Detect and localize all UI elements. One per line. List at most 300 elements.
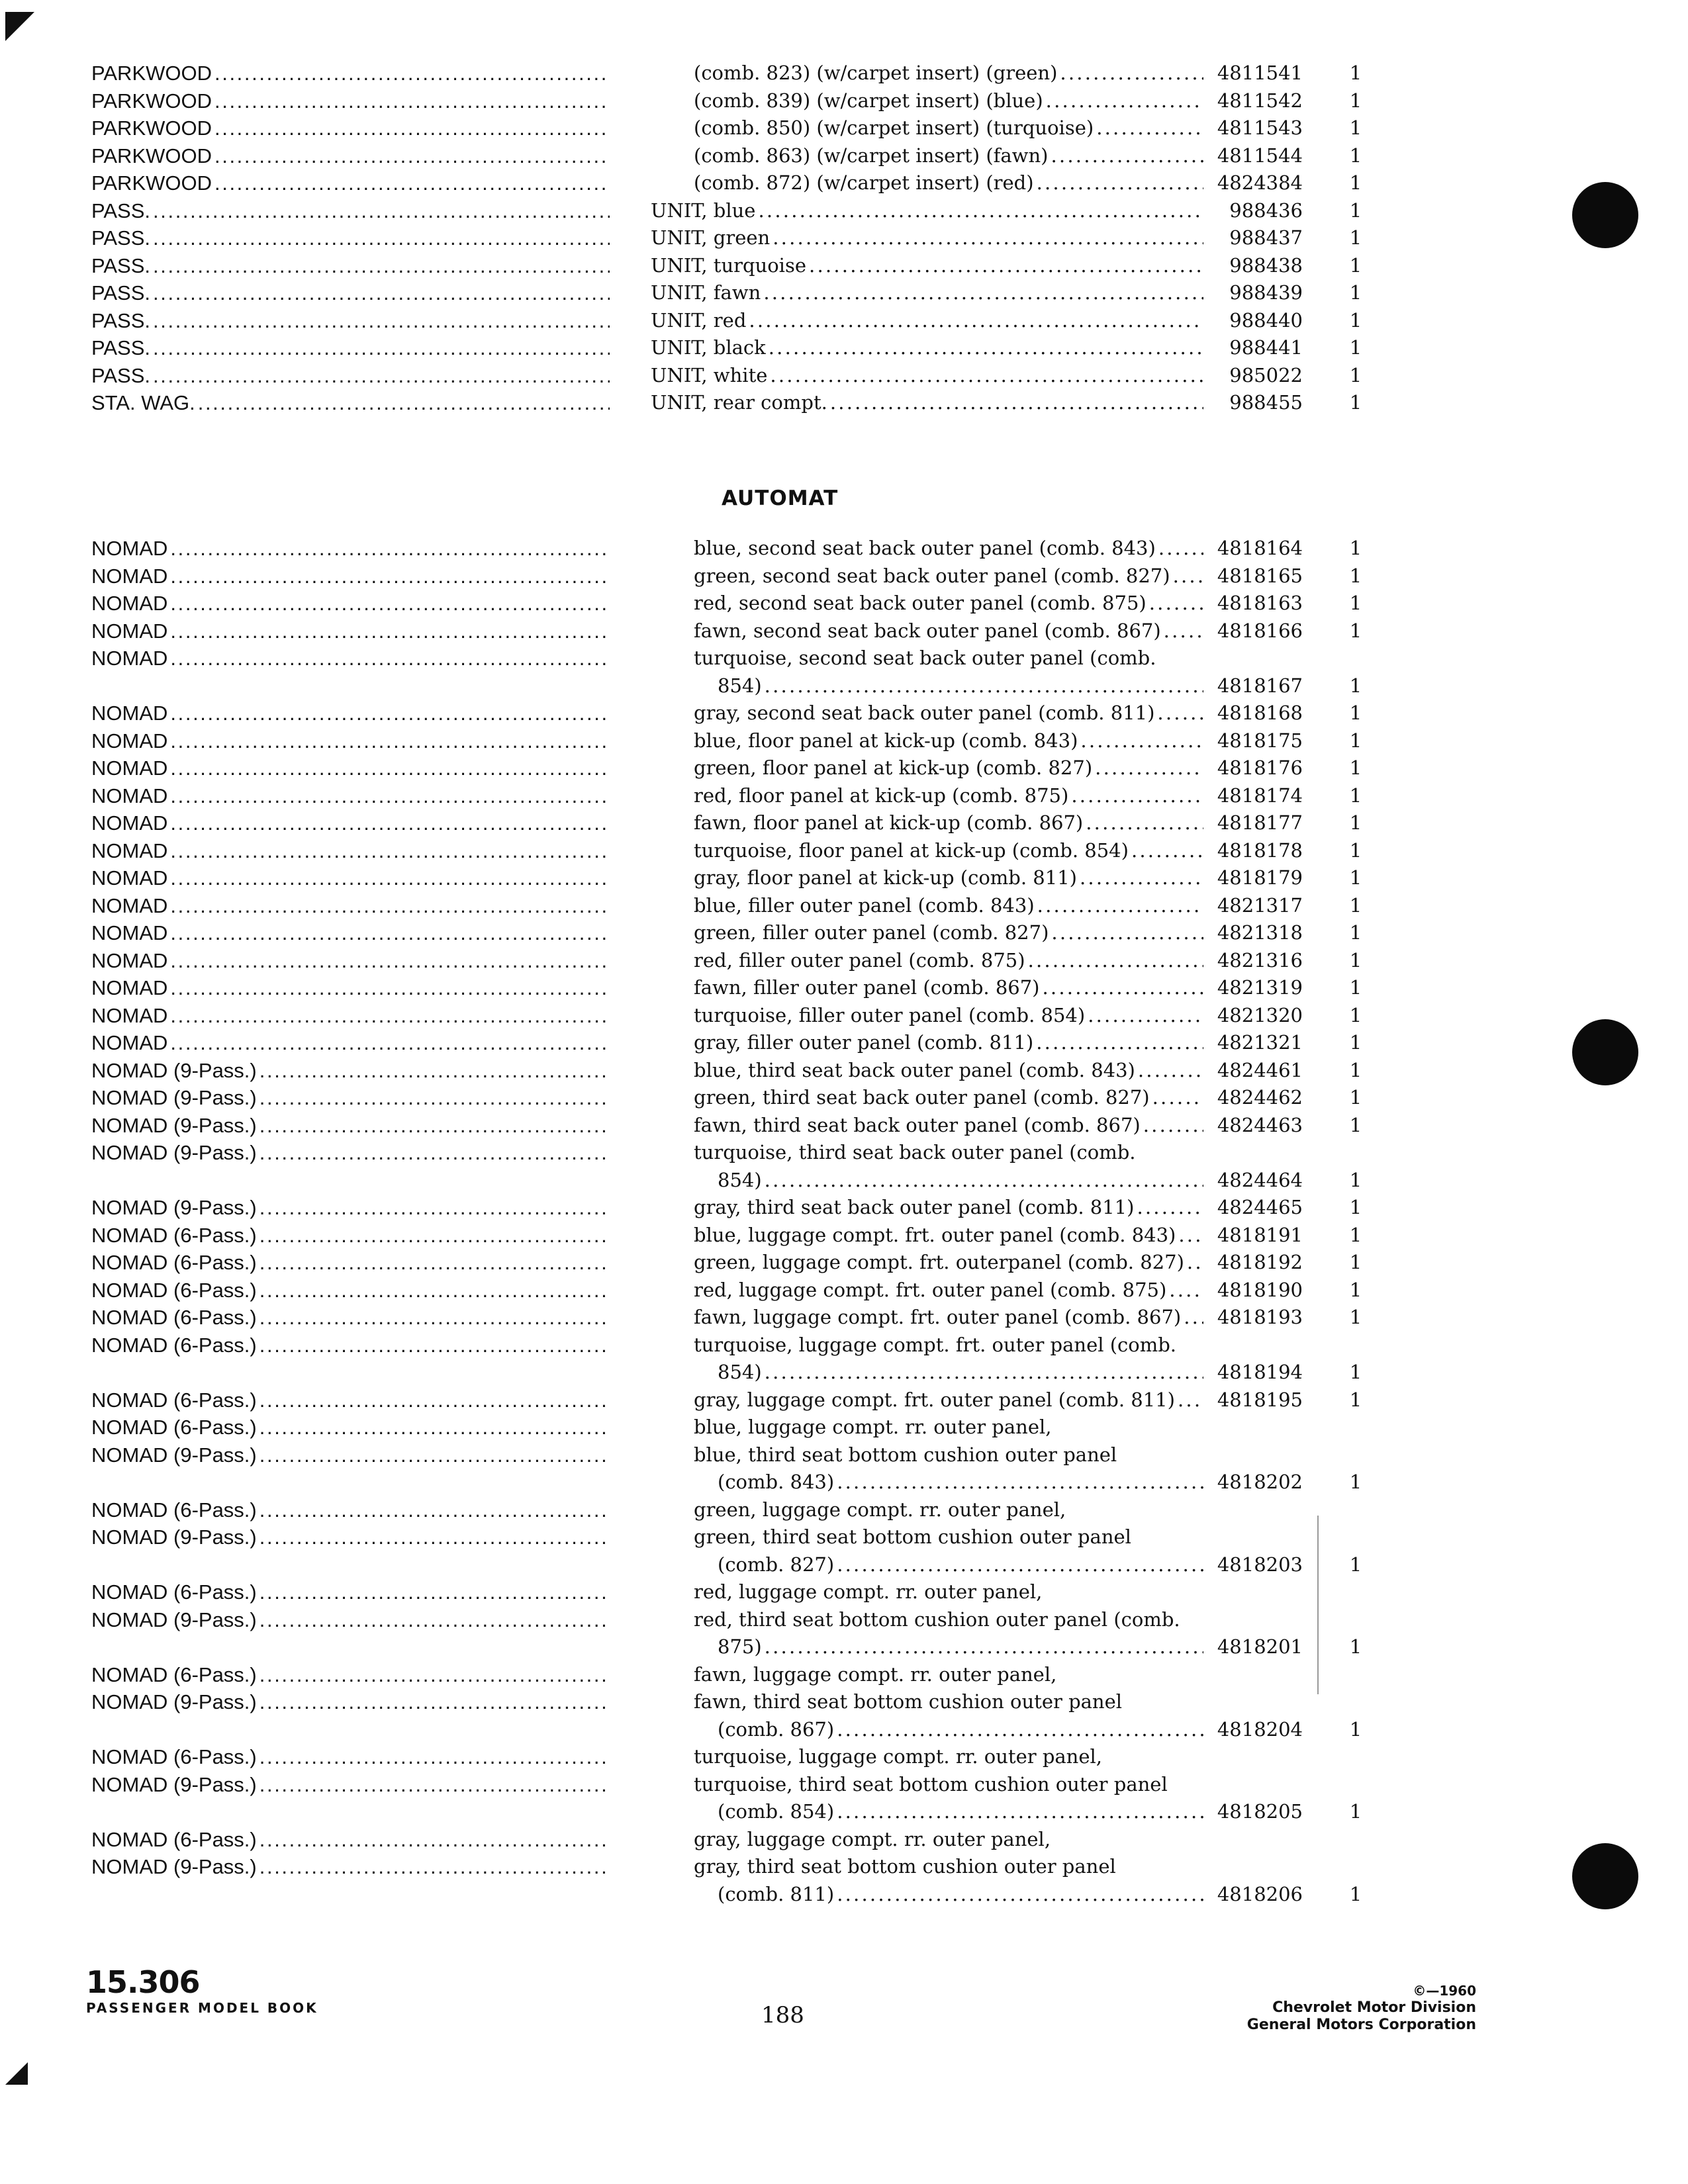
leader-dots [1071, 782, 1203, 810]
model-label: NOMAD (9-Pass.) [91, 1196, 257, 1219]
model-cell [91, 947, 610, 975]
description-text: (comb. 843) [718, 1471, 835, 1493]
model-label: PASS. [91, 199, 151, 222]
description-cell [694, 1853, 1203, 1908]
part-number: 4818175 [1217, 729, 1303, 752]
leader-dots [1157, 700, 1203, 727]
part-number: 4821320 [1217, 1003, 1303, 1026]
model-label: NOMAD [91, 866, 168, 889]
table-row [91, 114, 1455, 142]
model-label: PARKWOOD [91, 62, 212, 85]
leader-dots [1149, 590, 1203, 617]
model-label: NOMAD [91, 756, 168, 780]
quantity: 1 [1349, 1113, 1362, 1136]
model-label: NOMAD [91, 921, 168, 944]
parts-table-top [91, 60, 1455, 417]
description-text: (comb. 854) [718, 1800, 835, 1823]
leader-dots [259, 1441, 610, 1469]
model-label: NOMAD (9-Pass.) [91, 1608, 257, 1631]
part-number: 4818178 [1217, 839, 1303, 862]
leader-dots [170, 809, 610, 837]
model-cell [91, 974, 610, 1002]
leader-dots [1169, 1277, 1203, 1304]
leader-dots [830, 389, 1203, 417]
description-cell [694, 1743, 1203, 1771]
description-text: gray, floor panel at kick-up (comb. 811) [694, 866, 1077, 889]
part-number: 4818201 [1217, 1635, 1303, 1658]
quantity: 1 [1349, 1388, 1362, 1411]
table-row [91, 645, 1455, 700]
part-number: 4811544 [1217, 144, 1303, 167]
table-row [91, 892, 1455, 920]
leader-dots [1187, 1249, 1203, 1277]
description-cell [694, 1277, 1203, 1304]
model-label: NOMAD (9-Pass.) [91, 1086, 257, 1109]
model-label: NOMAD (6-Pass.) [91, 1223, 257, 1247]
model-cell [91, 1414, 610, 1441]
quantity: 1 [1349, 199, 1362, 222]
model-cell [91, 169, 610, 197]
leader-dots [170, 1002, 610, 1030]
table-row [91, 1414, 1455, 1441]
model-cell [91, 1387, 610, 1414]
description-cell [694, 837, 1203, 865]
table-row [91, 1771, 1455, 1826]
model-cell [91, 307, 610, 335]
model-label: STA. WAG. [91, 391, 195, 414]
description-cell [694, 947, 1203, 975]
model-cell [91, 782, 610, 810]
leader-dots [153, 197, 610, 225]
binder-hole-middle [1572, 1019, 1638, 1085]
table-row [91, 974, 1455, 1002]
leader-dots [765, 1359, 1203, 1387]
leader-dots [1028, 947, 1203, 975]
description-text: green, luggage compt. rr. outer panel, [694, 1498, 1066, 1521]
model-label: NOMAD (9-Pass.) [91, 1443, 257, 1467]
leader-dots [153, 362, 610, 390]
description-cell [694, 754, 1203, 782]
quantity: 1 [1349, 564, 1362, 587]
leader-dots [170, 563, 610, 590]
description-cell [694, 87, 1203, 115]
leader-dots [214, 114, 610, 142]
part-number: 4818174 [1217, 784, 1303, 807]
model-cell [91, 1222, 610, 1250]
description-cell [694, 1524, 1203, 1578]
model-cell [91, 197, 610, 225]
leader-dots [1037, 169, 1203, 197]
quantity: 1 [1349, 1306, 1362, 1328]
part-number: 4818194 [1217, 1361, 1303, 1383]
table-row [91, 1578, 1455, 1606]
description-text: 854) [718, 1168, 762, 1191]
description-text: fawn, floor panel at kick-up (comb. 867) [694, 811, 1084, 834]
leader-dots [1164, 617, 1203, 645]
quantity: 1 [1349, 1003, 1362, 1026]
description-cell [694, 1304, 1203, 1332]
table-row [91, 864, 1455, 892]
description-text: fawn, third seat back outer panel (comb. 867) [694, 1113, 1141, 1136]
publisher-line-1: Chevrolet Motor Division [1272, 1999, 1476, 2016]
part-number: 4818177 [1217, 811, 1303, 834]
description-text: green, luggage compt. frt. outerpanel (comb. 827) [694, 1251, 1184, 1273]
leader-dots [1178, 1222, 1203, 1250]
table-row [91, 1743, 1455, 1771]
model-cell [91, 252, 610, 280]
quantity: 1 [1349, 784, 1362, 807]
description-cell [694, 919, 1203, 947]
model-cell [91, 892, 610, 920]
part-number: 988436 [1229, 199, 1303, 222]
model-label: NOMAD [91, 1003, 168, 1027]
leader-dots [214, 142, 610, 170]
model-cell [91, 919, 610, 947]
leader-dots [837, 1716, 1203, 1744]
description-text: gray, filler outer panel (comb. 811) [694, 1031, 1034, 1054]
leader-dots [259, 1387, 610, 1414]
description-cell [694, 1578, 1203, 1606]
table-row [91, 1826, 1455, 1854]
model-label: NOMAD [91, 948, 168, 972]
part-number: 4818164 [1217, 537, 1303, 559]
leader-dots [214, 169, 610, 197]
leader-dots [1095, 754, 1203, 782]
quantity: 1 [1349, 1635, 1362, 1658]
model-label: NOMAD (6-Pass.) [91, 1388, 257, 1412]
leader-dots [1138, 1057, 1203, 1085]
leader-dots [259, 1743, 610, 1771]
description-cell [694, 60, 1203, 87]
table-row [91, 1029, 1455, 1057]
quantity: 1 [1349, 1717, 1362, 1741]
part-number: 4818179 [1217, 866, 1303, 889]
leader-dots [1088, 1002, 1203, 1030]
description-text: blue, filler outer panel (comb. 843) [694, 893, 1035, 917]
quantity: 1 [1349, 62, 1362, 84]
part-number: 4818167 [1217, 674, 1303, 697]
model-cell [91, 1112, 610, 1140]
table-row [91, 279, 1455, 307]
description-cell [694, 1002, 1203, 1030]
part-number: 4818166 [1217, 619, 1303, 642]
leader-dots [1158, 535, 1203, 563]
leader-dots [170, 864, 610, 892]
leader-dots [809, 252, 1203, 280]
leader-dots [259, 1688, 610, 1716]
description-text: blue, luggage compt. rr. outer panel, [694, 1416, 1052, 1438]
quantity: 1 [1349, 1553, 1362, 1576]
table-row [91, 535, 1455, 563]
description-cell [651, 362, 1203, 390]
leader-dots [765, 1167, 1203, 1195]
model-cell [91, 837, 610, 865]
description-text: fawn, luggage compt. rr. outer panel, [694, 1662, 1057, 1686]
table-row [91, 617, 1455, 645]
leader-dots [259, 1496, 610, 1524]
model-cell [91, 1826, 610, 1854]
quantity: 1 [1349, 1278, 1362, 1301]
registration-mark-top-left [5, 12, 34, 41]
leader-dots [170, 892, 610, 920]
leader-dots [837, 1798, 1203, 1826]
model-label: NOMAD (9-Pass.) [91, 1690, 257, 1713]
model-cell [91, 389, 610, 417]
quantity: 1 [1349, 537, 1362, 559]
part-number: 4811541 [1217, 62, 1303, 84]
model-cell [91, 60, 610, 87]
description-cell [651, 279, 1203, 307]
model-cell [91, 1743, 610, 1771]
description-text: (comb. 811) [718, 1882, 835, 1905]
description-text: UNIT, turquoise [651, 253, 807, 277]
leader-dots [259, 1606, 610, 1634]
leader-dots [170, 590, 610, 617]
description-cell [694, 1139, 1203, 1194]
description-text: red, floor panel at kick-up (comb. 875) [694, 784, 1069, 807]
description-text: fawn, second seat back outer panel (comb. 867) [694, 619, 1161, 642]
leader-dots [259, 1112, 610, 1140]
description-text: (comb. 872) (w/carpet insert) (red) [694, 171, 1034, 194]
model-label: NOMAD (6-Pass.) [91, 1745, 257, 1768]
description-cell [694, 1387, 1203, 1414]
quantity: 1 [1349, 976, 1362, 999]
model-cell [91, 1002, 610, 1030]
model-cell [91, 617, 610, 645]
leader-dots [214, 60, 610, 87]
table-row [91, 782, 1455, 810]
leader-dots [837, 1469, 1203, 1496]
leader-dots [259, 1332, 610, 1359]
part-number: 4824462 [1217, 1086, 1303, 1109]
leader-dots [1152, 1084, 1203, 1112]
model-cell [91, 87, 610, 115]
table-row [91, 590, 1455, 617]
quantity: 1 [1349, 171, 1362, 194]
model-label: NOMAD (6-Pass.) [91, 1278, 257, 1302]
part-number: 4818202 [1217, 1471, 1303, 1493]
description-cell [651, 334, 1203, 362]
leader-dots [763, 279, 1203, 307]
leader-dots [259, 1771, 610, 1799]
description-text: gray, second seat back outer panel (comb. 811) [694, 702, 1155, 724]
quantity: 1 [1349, 1471, 1362, 1493]
description-text: UNIT, red [651, 308, 747, 332]
description-cell [694, 1606, 1203, 1661]
table-row [91, 837, 1455, 865]
table-row [91, 1139, 1455, 1194]
leader-dots [773, 224, 1203, 252]
description-text: turquoise, filler outer panel (comb. 854) [694, 1003, 1086, 1026]
leader-dots [1080, 864, 1203, 892]
description-cell [651, 224, 1203, 252]
description-text: (comb. 867) [718, 1717, 835, 1741]
quantity: 1 [1349, 921, 1362, 944]
table-row [91, 169, 1455, 197]
table-row [91, 1606, 1455, 1661]
model-cell [91, 1441, 610, 1469]
leader-dots [1131, 837, 1203, 865]
part-number: 4818206 [1217, 1882, 1303, 1905]
part-number: 4818192 [1217, 1251, 1303, 1273]
description-text: UNIT, rear compt. [651, 391, 827, 414]
description-text: fawn, filler outer panel (comb. 867) [694, 976, 1040, 999]
copyright: ©—1960 [1413, 1983, 1476, 1999]
part-number: 988441 [1229, 336, 1303, 359]
model-cell [91, 1139, 610, 1167]
description-cell [694, 1661, 1203, 1689]
description-cell [694, 1332, 1203, 1387]
part-number: 988437 [1229, 226, 1303, 249]
part-number: 988439 [1229, 281, 1303, 304]
part-number: 4824384 [1217, 171, 1303, 194]
description-cell [694, 1414, 1203, 1441]
description-cell [694, 1496, 1203, 1524]
leader-dots [1143, 1112, 1203, 1140]
model-label: NOMAD [91, 592, 168, 615]
model-cell [91, 224, 610, 252]
binder-hole-bottom [1572, 1843, 1638, 1909]
leader-dots [1036, 1029, 1203, 1057]
part-number: 4821317 [1217, 893, 1303, 917]
part-number: 4811542 [1217, 89, 1303, 112]
part-number: 4824465 [1217, 1196, 1303, 1218]
table-row [91, 1002, 1455, 1030]
description-text: turquoise, third seat back outer panel (comb. [694, 1141, 1136, 1163]
description-cell [694, 114, 1203, 142]
description-text: red, second seat back outer panel (comb. 875) [694, 592, 1147, 614]
quantity: 1 [1349, 756, 1362, 779]
leader-dots [259, 1057, 610, 1085]
description-text: gray, third seat bottom cushion outer panel [694, 1855, 1116, 1878]
model-cell [91, 535, 610, 563]
model-label: NOMAD [91, 619, 168, 643]
description-cell [694, 727, 1203, 755]
description-text: UNIT, fawn [651, 281, 761, 304]
leader-dots [259, 1194, 610, 1222]
table-row [91, 809, 1455, 837]
table-row [91, 1057, 1455, 1085]
page-number: 188 [761, 2002, 804, 2028]
description-text: UNIT, blue [651, 199, 756, 222]
model-label: PASS. [91, 363, 151, 387]
leader-dots [259, 1277, 610, 1304]
model-label: NOMAD (9-Pass.) [91, 1772, 257, 1796]
leader-dots [1060, 60, 1203, 87]
description-text: 875) [718, 1635, 762, 1658]
quantity: 1 [1349, 948, 1362, 972]
model-label: NOMAD (6-Pass.) [91, 1498, 257, 1522]
leader-dots [170, 1029, 610, 1057]
leader-dots [749, 307, 1203, 335]
model-label: NOMAD [91, 811, 168, 835]
quantity: 1 [1349, 391, 1362, 414]
description-cell [694, 617, 1203, 645]
table-row [91, 563, 1455, 590]
model-label: NOMAD (6-Pass.) [91, 1306, 257, 1329]
leader-dots [170, 700, 610, 727]
section-number: 15.306 [86, 1964, 200, 2000]
model-cell [91, 1194, 610, 1222]
table-row [91, 727, 1455, 755]
description-cell [694, 1441, 1203, 1496]
description-text: blue, second seat back outer panel (comb. 843) [694, 537, 1156, 559]
model-label: NOMAD [91, 537, 168, 560]
leader-dots [259, 1661, 610, 1689]
model-cell [91, 864, 610, 892]
table-row [91, 1524, 1455, 1578]
description-text: UNIT, green [651, 226, 771, 249]
leader-dots [1051, 919, 1203, 947]
model-label: NOMAD [91, 702, 168, 725]
leader-dots [153, 252, 610, 280]
table-row [91, 1688, 1455, 1743]
part-number: 4821321 [1217, 1031, 1303, 1054]
model-label: NOMAD (6-Pass.) [91, 1333, 257, 1357]
leader-dots [170, 535, 610, 563]
model-label: PASS. [91, 226, 151, 250]
description-text: fawn, third seat bottom cushion outer panel [694, 1690, 1123, 1713]
description-cell [651, 252, 1203, 280]
leader-dots [1080, 727, 1203, 755]
description-text: (comb. 823) (w/carpet insert) (green) [694, 62, 1058, 84]
description-cell [694, 1222, 1203, 1250]
description-cell [694, 1112, 1203, 1140]
section-title: AUTOMAT [722, 486, 839, 510]
model-cell [91, 754, 610, 782]
model-cell [91, 1029, 610, 1057]
description-cell [694, 1688, 1203, 1743]
model-label: PASS. [91, 308, 151, 332]
description-cell [651, 307, 1203, 335]
part-number: 4824463 [1217, 1113, 1303, 1136]
model-label: PASS. [91, 253, 151, 277]
table-row [91, 1387, 1455, 1414]
model-label: NOMAD (9-Pass.) [91, 1113, 257, 1137]
table-row [91, 1661, 1455, 1689]
leader-dots [170, 645, 610, 672]
leader-dots [259, 1578, 610, 1606]
leader-dots [765, 1633, 1203, 1661]
table-row [91, 1332, 1455, 1387]
description-cell [694, 974, 1203, 1002]
leader-dots [170, 919, 610, 947]
description-text: red, luggage compt. rr. outer panel, [694, 1580, 1043, 1603]
leader-dots [198, 389, 610, 417]
description-cell [694, 563, 1203, 590]
description-text: turquoise, luggage compt. rr. outer panel, [694, 1745, 1103, 1768]
description-cell [694, 1057, 1203, 1085]
model-label: NOMAD (6-Pass.) [91, 1580, 257, 1604]
part-number: 4821319 [1217, 976, 1303, 999]
parts-table-automat [91, 535, 1455, 1908]
model-label: PARKWOOD [91, 171, 212, 195]
part-number: 4818163 [1217, 592, 1303, 614]
quantity: 1 [1349, 1800, 1362, 1823]
description-text: green, filler outer panel (comb. 827) [694, 921, 1049, 944]
binder-hole-top [1572, 182, 1638, 248]
leader-dots [1173, 563, 1203, 590]
leader-dots [758, 197, 1203, 225]
model-cell [91, 1332, 610, 1359]
quantity: 1 [1349, 619, 1362, 642]
table-row [91, 754, 1455, 782]
leader-dots [1184, 1304, 1203, 1332]
description-cell [694, 1029, 1203, 1057]
description-text: gray, luggage compt. frt. outer panel (comb. 811) [694, 1388, 1175, 1411]
description-text: UNIT, white [651, 363, 768, 387]
quantity: 1 [1349, 336, 1362, 359]
